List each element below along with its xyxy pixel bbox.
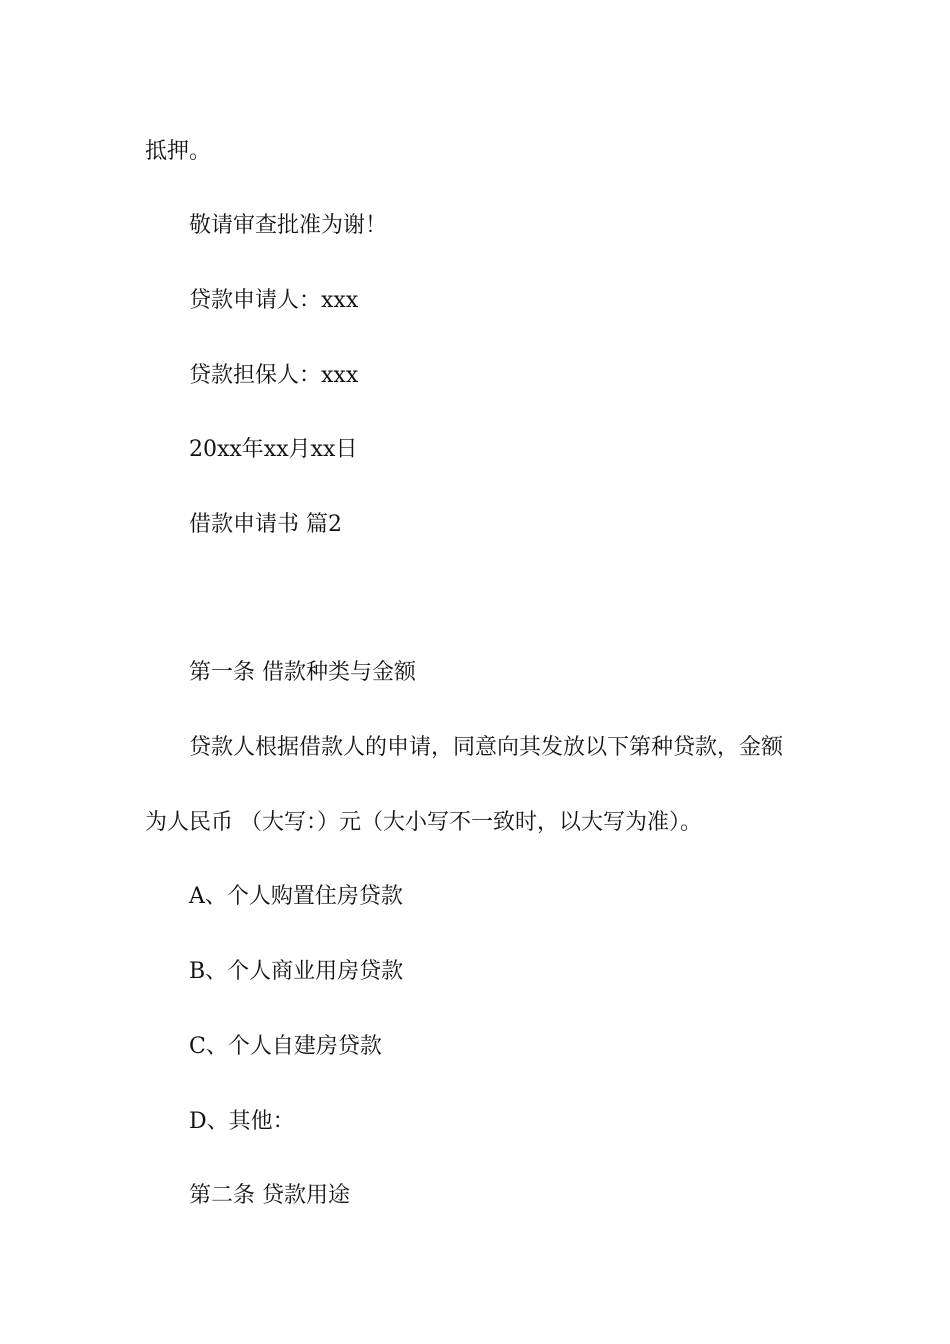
article-2-heading: 第二条 贷款用途 <box>189 1183 350 1208</box>
option-d: D、其他： <box>189 1109 295 1134</box>
option-c: C、个人自建房贷款 <box>189 1034 382 1059</box>
applicant-line: 贷款申请人：xxx <box>189 288 359 313</box>
section-title: 借款申请书 篇2 <box>189 512 342 537</box>
option-b: B、个人商业用房贷款 <box>189 959 404 984</box>
guarantor-line: 贷款担保人：xxx <box>189 363 359 388</box>
article-1-heading: 第一条 借款种类与金额 <box>189 660 416 685</box>
article-1-paragraph-line-1: 贷款人根据借款人的申请，同意向其发放以下第种贷款，金额 <box>189 735 784 760</box>
paragraph-continuation: 抵押。 <box>145 139 212 164</box>
date-line: 20xx年xx月xx日 <box>189 437 358 462</box>
closing-request: 敬请审查批准为谢！ <box>189 213 388 238</box>
article-1-paragraph-line-2: 为人民币 （大写：）元（大小写不一致时，以大写为准）。 <box>145 810 702 835</box>
option-a: A、个人购置住房贷款 <box>189 884 403 909</box>
